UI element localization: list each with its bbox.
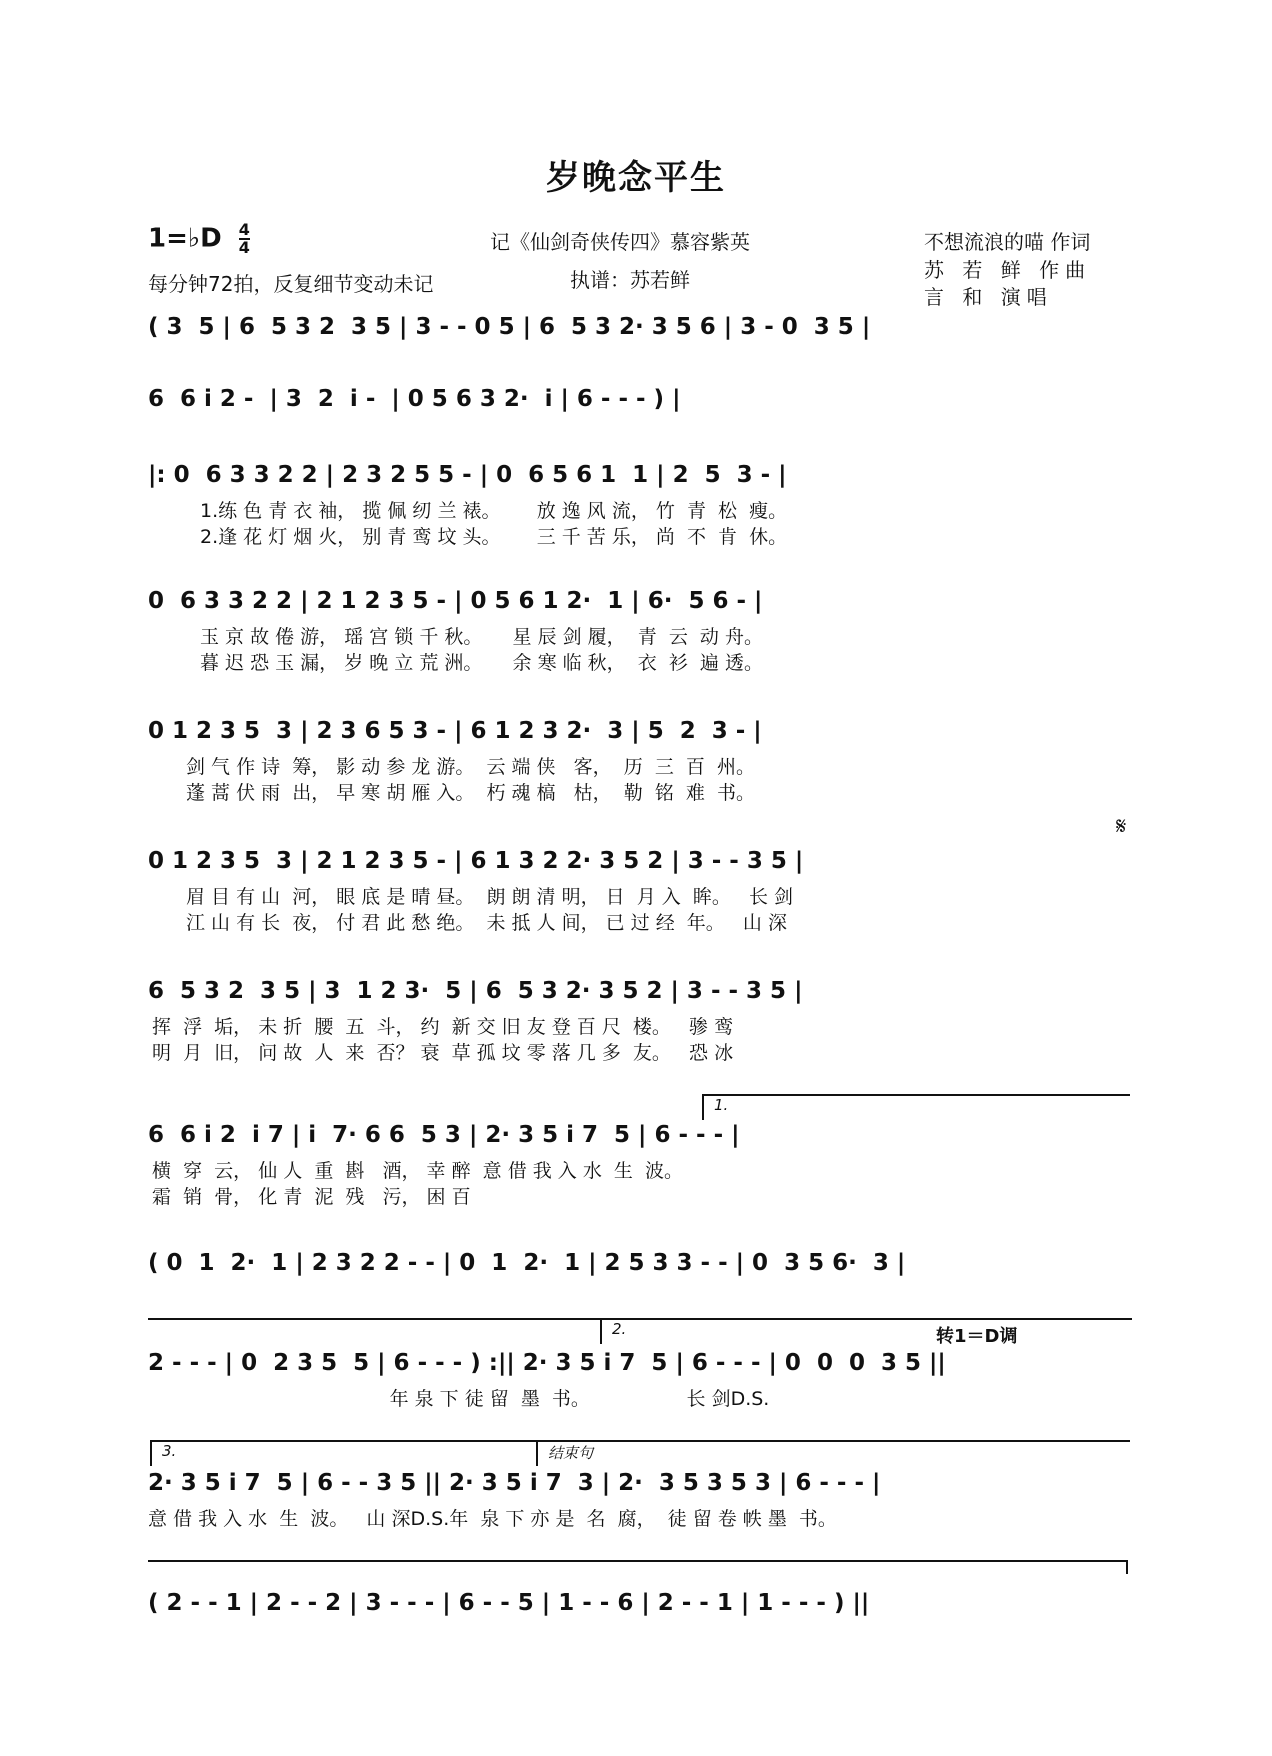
singer-credit: 言 和 演唱: [924, 285, 1053, 309]
lyric-line-3-verse-2: 2.逢 花 灯 烟 火， 别 青 鸾 坟 头。 三 千 苦 乐， 尚 不 肯 休。: [200, 526, 788, 548]
tempo-note: 每分钟72拍，反复细节变动未记: [148, 272, 434, 296]
lyric-line-5-verse-1: 剑 气 作 诗 筹， 影 动 参 龙 游。 云 端 侠 客， 历 三 百 州。: [186, 756, 755, 778]
lyric-line-8-verse-2: 霜 销 骨， 化 青 泥 残 污， 困 百: [152, 1186, 471, 1208]
lyric-line-11-verse-1: 意 借 我 入 水 生 波。 山 深D.S.年 泉 下 亦 是 名 腐， 徒 留 卷 帙 墨 书。: [148, 1508, 837, 1530]
lyric-line-4-verse-2: 暮 迟 恐 玉 漏， 岁 晚 立 荒 洲。 余 寒 临 秋， 衣 衫 遍 透。: [200, 652, 763, 674]
score-line-8: 6 6 i 2 i 7 | i 7· 6 6 5 3 | 2· 3 5 i 7 5 | 6 - - - |: [148, 1122, 740, 1148]
lyric-line-3-verse-1: 1.练 色 青 衣 袖， 揽 佩 纫 兰 裱。 放 逸 风 流， 竹 青 松 瘦。: [200, 500, 788, 522]
coda-bracket: 结束句: [536, 1440, 1130, 1466]
modulation-mark: 转1＝D调: [936, 1326, 1018, 1347]
time-denominator: 4: [238, 238, 250, 257]
lyricist-credit: 不想流浪的喵 作词: [924, 230, 1091, 254]
lyric-line-5-verse-2: 蓬 蒿 伏 雨 出， 早 寒 胡 雁 入。 朽 魂 槁 枯， 勒 铭 难 书。: [186, 782, 755, 804]
lyric-line-8-verse-1: 横 穿 云， 仙 人 重 斟 酒， 幸 醉 意 借 我 入 水 生 波。: [152, 1160, 683, 1182]
key-signature: [148, 222, 250, 256]
coda-line-top: [148, 1560, 1128, 1562]
score-line-10: 2 - - - | 0 2 3 5 5 | 6 - - - ) :|| 2· 3 5 i 7 5 | 6 - - - | 0 0 0 3 5 ||: [148, 1350, 946, 1376]
score-line-5: 0 1 2 3 5 3 | 2 3 6 5 3 - | 6 1 2 3 2· 3 | 5 2 3 - |: [148, 718, 762, 744]
score-line-4: 0 6 3 3 2 2 | 2 1 2 3 5 - | 0 5 6 1 2· 1 | 6· 5 6 - |: [148, 588, 763, 614]
score-line-2: 6 6 i 2 - | 3 2 i - | 0 5 6 3 2· i | 6 - - - ) |: [148, 386, 681, 412]
coda-line-end: [1126, 1560, 1128, 1574]
score-line-7: 6 5 3 2 3 5 | 3 1 2 3· 5 | 6 5 3 2· 3 5 2 | 3 - - 3 5 |: [148, 978, 803, 1004]
lyric-line-7-verse-1: 挥 浮 垢， 未 折 腰 五 斗， 约 新 交 旧 友 登 百 尺 楼。 骖 鸾: [152, 1016, 734, 1038]
lyric-line-7-verse-2: 明 月 旧， 问 故 人 来 否？ 衰 草 孤 坟 零 落 几 多 友。 恐 冰: [152, 1042, 734, 1064]
time-numerator: 4: [238, 220, 250, 239]
song-subtitle: 记《仙剑奇侠传四》慕容紫英: [490, 230, 750, 254]
lyric-line-6-verse-1: 眉 目 有 山 河， 眼 底 是 晴 昼。 朗 朗 清 明， 日 月 入 眸。 长 剑: [186, 886, 793, 908]
score-line-6: 0 1 2 3 5 3 | 2 1 2 3 5 - | 6 1 3 2 2· 3 5 2 | 3 - - 3 5 |: [148, 848, 804, 874]
time-signature: [239, 222, 250, 256]
key-label: 1=♭D: [148, 223, 222, 254]
score-line-1: ( 3 5 | 6 5 3 2 3 5 | 3 - - 0 5 | 6 5 3 2· 3 5 6 | 3 - 0 3 5 |: [148, 314, 871, 340]
score-line-3: |: 0 6 3 3 2 2 | 2 3 2 5 5 - | 0 6 5 6 1 1 | 2 5 3 - |: [148, 462, 787, 488]
volta-bracket-3: 3.: [150, 1440, 540, 1466]
lyric-line-10-verse-1: 年 泉 下 徒 留 墨 书。 长 剑D.S.: [148, 1388, 770, 1410]
lyric-line-4-verse-1: 玉 京 故 倦 游， 瑶 宫 锁 千 秋。 星 辰 剑 履， 青 云 动 舟。: [200, 626, 763, 648]
score-line-12: ( 2 - - 1 | 2 - - 2 | 3 - - - | 6 - - 5 | 1 - - 6 | 2 - - 1 | 1 - - - ) ||: [148, 1590, 870, 1616]
volta-bracket-2: 2.: [600, 1318, 1132, 1344]
transcriber-credit: 执谱：苏若鲜: [570, 268, 690, 292]
segno-sign: 𝄋: [1116, 812, 1127, 840]
volta-bracket-1: 1.: [702, 1094, 1130, 1120]
score-line-9: ( 0 1 2· 1 | 2 3 2 2 - - | 0 1 2· 1 | 2 5 3 3 - - | 0 3 5 6· 3 |: [148, 1250, 906, 1276]
song-title: 岁晚念平生: [546, 158, 726, 198]
lyric-line-6-verse-2: 江 山 有 长 夜， 付 君 此 愁 绝。 未 抵 人 间， 已 过 经 年。 山 深: [186, 912, 787, 934]
score-line-11: 2· 3 5 i 7 5 | 6 - - 3 5 || 2· 3 5 i 7 3 | 2· 3 5 3 5 3 | 6 - - - |: [148, 1470, 881, 1496]
composer-credit: 苏 若 鲜 作曲: [924, 258, 1092, 282]
